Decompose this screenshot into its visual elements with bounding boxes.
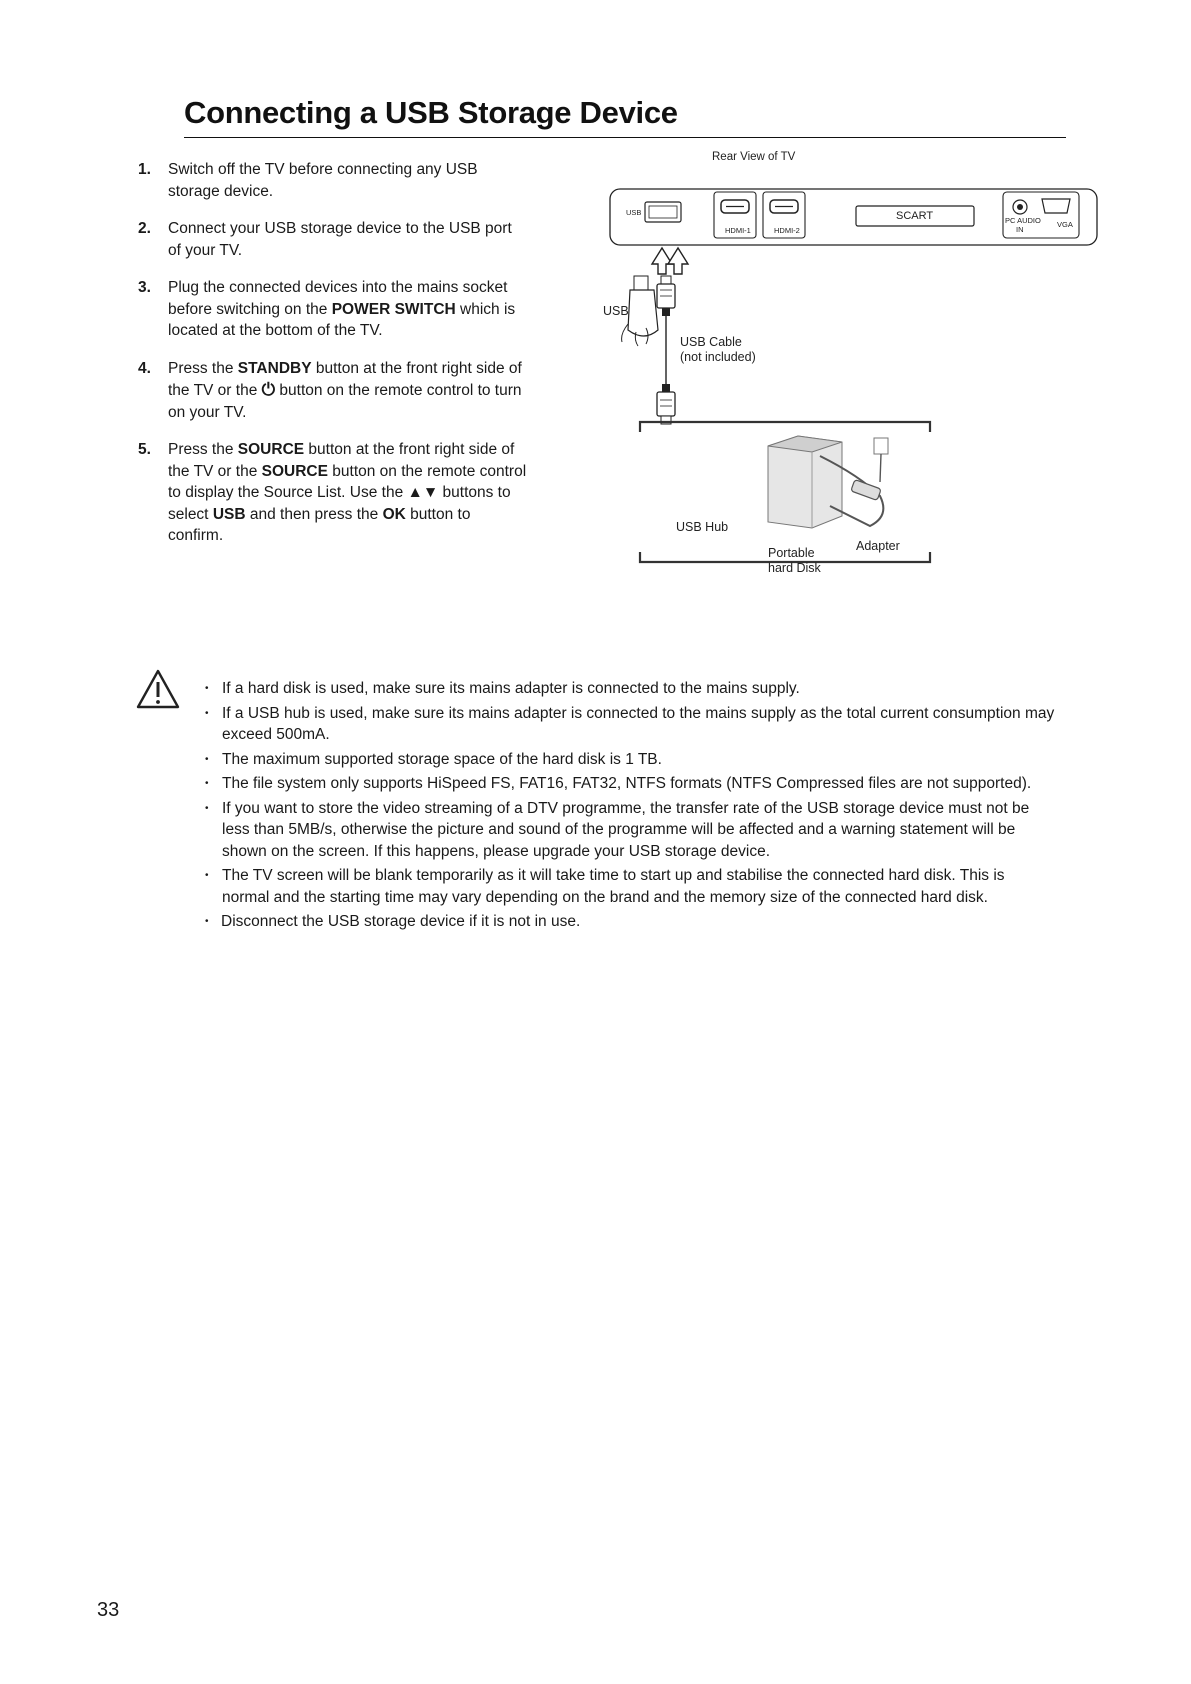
usb-cable-note: (not included) (680, 350, 756, 364)
step-text: button on the remote control to turn on your TV. (168, 382, 522, 421)
page-title: Connecting a USB Storage Device (184, 95, 678, 130)
connection-diagram (590, 151, 1100, 586)
hdmi1-label: HDMI-1 (725, 226, 751, 235)
note-item: • Disconnect the USB storage device if it is not in use. (205, 911, 1055, 933)
pc-audio-in-label: IN (1016, 225, 1024, 234)
step-bold: SOURCE (237, 441, 305, 458)
usb-cable-label: USB Cable (680, 335, 742, 349)
step-bold: USB (212, 505, 246, 523)
rear-view-label: Rear View of TV (712, 151, 796, 163)
vga-port-icon (1042, 199, 1070, 213)
step-text: Press the (168, 441, 238, 458)
step-item (138, 277, 528, 342)
plug-icon (874, 438, 888, 454)
up-down-arrows-icon: ▲▼ (407, 484, 439, 501)
note-item: • If a USB hub is used, make sure its mains adapter is connected to the mains supply as the total current consumption may exceed 500mA. (205, 703, 1055, 746)
step-text: buttons to select (168, 484, 511, 523)
step-text: Press the (168, 359, 238, 377)
hard-disk-label: Portable (768, 546, 815, 560)
insert-arrow-icon (652, 248, 672, 274)
hdmi2-label: HDMI-2 (774, 226, 800, 235)
step-item (138, 439, 528, 547)
scart-label: SCART (896, 210, 934, 222)
warning-icon (135, 668, 181, 710)
step-bold: OK (382, 505, 406, 523)
insert-arrow-icon (668, 248, 688, 274)
step-number: 2. (138, 220, 151, 237)
hard-disk-label: hard Disk (768, 561, 821, 575)
note-item: • The TV screen will be blank temporarily as it will take time to start up and stabilise the connected hard disk. This is normal and the starting time may vary depending on the brand and the memory size of the connected hard disk. (205, 865, 1055, 908)
pc-audio-label: PC AUDIO (1005, 216, 1041, 225)
step-item (138, 159, 528, 202)
note-item: • If you want to store the video streaming of a DTV programme, the transfer rate of the USB storage device must not be less than 5MB/s, otherwise the picture and sound of the programme will be affected and a warning statement will be shown on the screen. If this happens, please upgrade your USB storage device. (205, 798, 1055, 863)
step-text: which is located at the bottom of the TV. (168, 300, 516, 339)
usb-hub-label: USB Hub (676, 520, 729, 534)
vga-label: VGA (1057, 220, 1073, 229)
step-text: Switch off the TV before connecting any USB storage device. (168, 161, 478, 200)
step-text: button at the front right side of the TV or the (168, 359, 522, 399)
step-item (138, 218, 528, 261)
usb-stick-icon (628, 290, 658, 336)
step-text: button at the front right side of the TV or the (168, 441, 515, 480)
step-number: 5. (138, 441, 151, 458)
step-item (138, 358, 528, 424)
power-icon: ⏻ (261, 380, 276, 399)
adapter-label: Adapter (856, 539, 900, 553)
step-number: 4. (138, 359, 151, 377)
step-bold: SOURCE (261, 462, 328, 480)
device-bracket-top (640, 422, 930, 432)
step-bold: STANDBY (237, 359, 312, 377)
usb-stick-label: USB (603, 304, 629, 318)
steps-list (138, 159, 528, 563)
step-text: and then press the (245, 505, 383, 523)
step-number: 1. (138, 161, 151, 178)
title-divider (184, 137, 1066, 138)
step-text: button on the remote control to display the Source List. Use the (168, 462, 527, 501)
step-text: Plug the connected devices into the mains socket before switching on the (168, 279, 508, 318)
step-text: button to confirm. (168, 505, 471, 544)
note-item: • If a hard disk is used, make sure its mains adapter is connected to the mains supply. (205, 678, 1055, 700)
step-number: 3. (138, 279, 151, 296)
step-bold: POWER SWITCH (331, 300, 456, 318)
step-text: Connect your USB storage device to the USB port of your TV. (168, 220, 512, 259)
note-item: • The file system only supports HiSpeed FS, FAT16, FAT32, NTFS formats (NTFS Compressed files are not supported). (205, 773, 1055, 795)
usb-port-label: USB (626, 208, 642, 217)
notes-list (205, 678, 1055, 936)
note-item: • The maximum supported storage space of the hard disk is 1 TB. (205, 749, 1055, 771)
page-number: 33 (97, 1599, 120, 1621)
usb-plug-icon (657, 392, 675, 416)
